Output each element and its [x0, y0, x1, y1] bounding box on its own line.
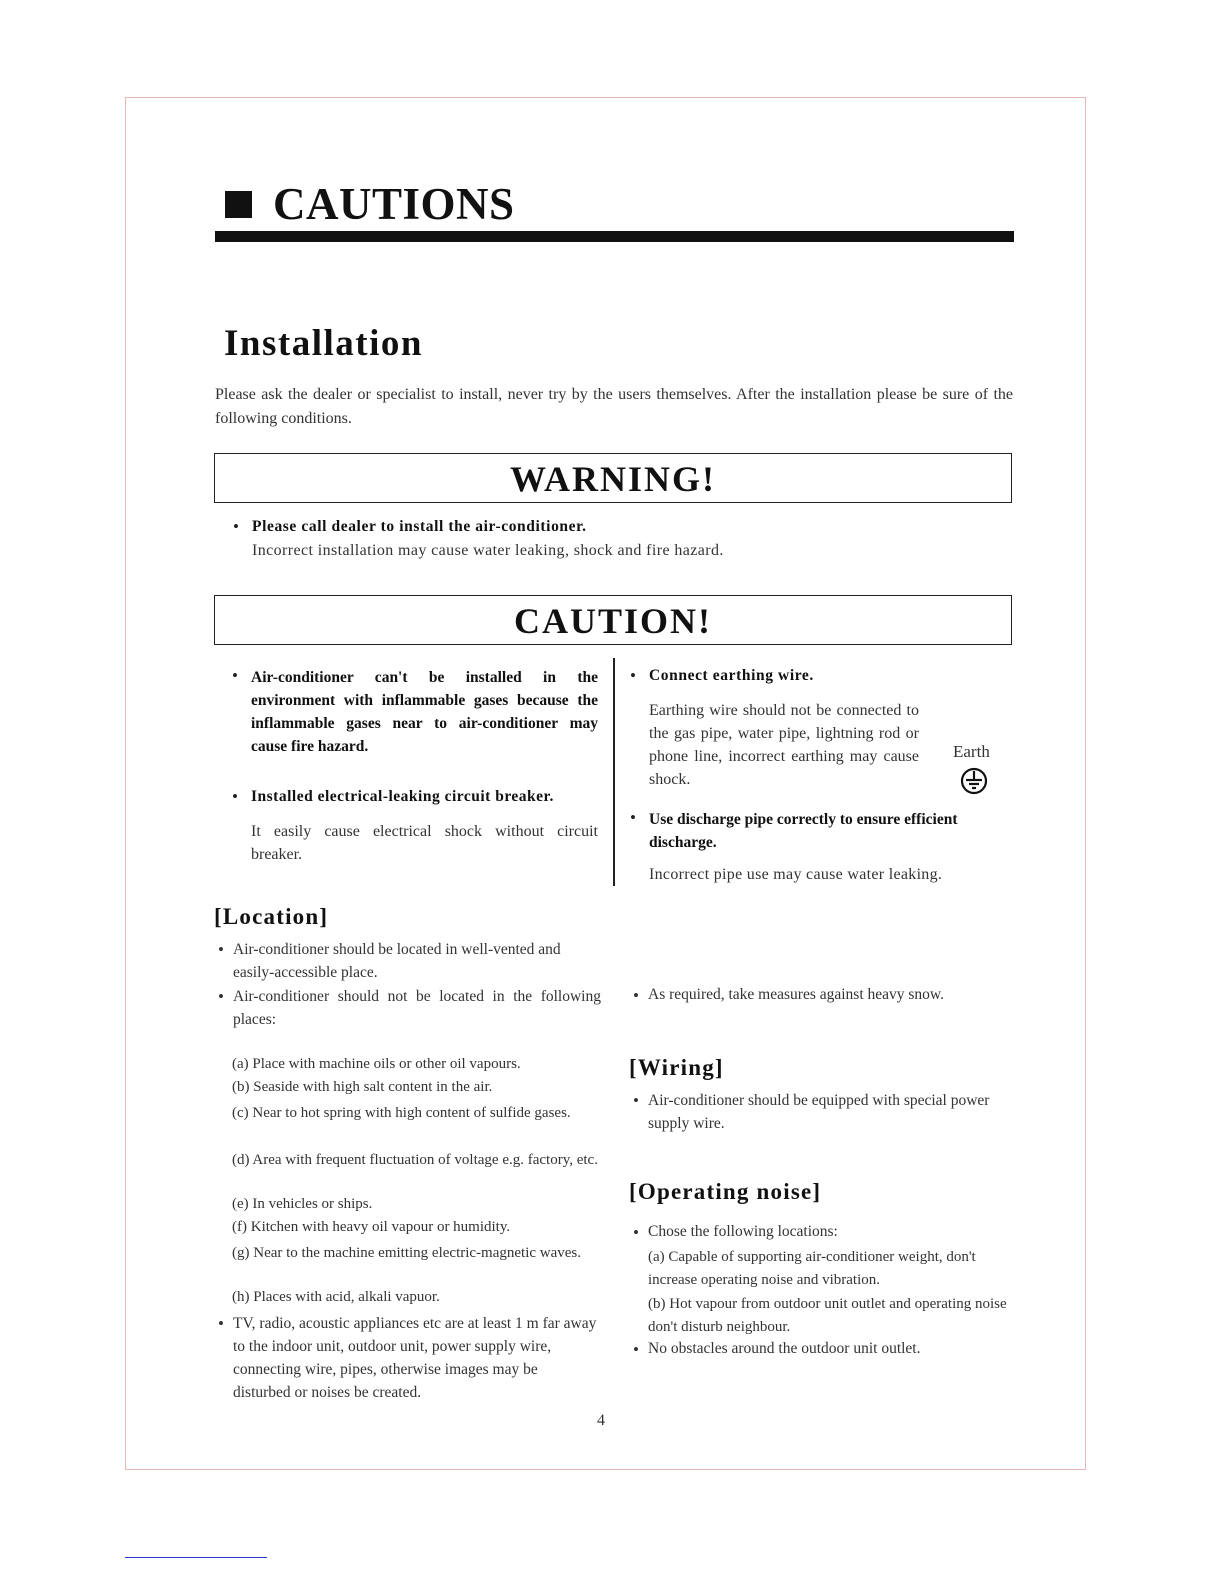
place-item: (h) Places with acid, alkali vapuor.: [232, 1289, 440, 1305]
bullet-icon: •: [218, 1314, 224, 1333]
warning-item-title: Please call dealer to install the air-conditioner.: [252, 518, 587, 535]
location-heading: [Location]: [214, 904, 329, 929]
noise-item: • Chose the following locations:: [633, 1223, 838, 1242]
bullet-icon: •: [633, 986, 639, 1005]
noise-heading: [Operating noise]: [629, 1179, 822, 1204]
snow-item: • As required, take measures against heavy snow.: [633, 986, 944, 1005]
bullet-icon: •: [233, 517, 239, 536]
place-item: (a) Place with machine oils or other oil vapours.: [232, 1056, 521, 1072]
place-item: (d) Area with frequent fluctuation of voltage e.g. factory, etc.: [232, 1152, 598, 1168]
place-item: (f) Kitchen with heavy oil vapour or humidity.: [232, 1219, 511, 1235]
location-item: • Air-conditioner should be located in well-vented and easily-accessible place.: [218, 940, 561, 981]
place-item: (e) In vehicles or ships.: [232, 1196, 373, 1212]
warning-title: WARNING!: [509, 459, 716, 499]
caution-right-item-title: Use discharge pipe correctly to ensure efficient discharge.: [649, 811, 958, 851]
place-item: (b) Seaside with high salt content in the air.: [232, 1079, 493, 1095]
bullet-icon: •: [218, 987, 224, 1006]
caution-left-item: [232, 666, 598, 758]
location-item: • Air-conditioner should not be located in the following places:: [218, 987, 601, 1028]
column-divider: [613, 658, 615, 886]
caution-right-item-title: Connect earthing wire.: [649, 667, 814, 684]
caution-left-item-text: It easily cause electrical shock without circuit breaker.: [251, 823, 598, 863]
caution-box: [214, 595, 1012, 645]
caution-left-item: [232, 787, 598, 866]
noise-subitem: (a) Capable of supporting air-conditioner weight, don't increase operating noise and vibration.: [648, 1249, 976, 1288]
warning-item: [233, 517, 1012, 560]
installation-intro: Please ask the dealer or specialist to install, never try by the users themselves. After the installation please be sure of the following conditions.: [215, 386, 1013, 427]
bullet-icon: •: [633, 1091, 639, 1110]
bullet-icon: •: [633, 1223, 639, 1242]
caution-right-item: [630, 808, 1012, 884]
bullet-icon: •: [232, 666, 238, 685]
page-number: 4: [597, 1412, 605, 1429]
tv-item: • TV, radio, acoustic appliances etc are at least 1 m far away to the indoor unit, outdoor unit, power supply wire, connecting wire, pipes, otherwise images may be disturbed or noises be created.: [218, 1314, 597, 1401]
earth-label: Earth: [953, 742, 990, 761]
bullet-icon: •: [232, 787, 238, 806]
bullet-icon: •: [630, 666, 636, 685]
installation-heading: Installation: [224, 323, 423, 364]
caution-left-item-title: Installed electrical-leaking circuit breaker.: [251, 788, 554, 805]
square-bullet-icon: [225, 191, 252, 218]
footer-line: [125, 1557, 267, 1558]
place-item: (g) Near to the machine emitting electric-magnetic waves.: [232, 1245, 582, 1261]
wiring-heading: [Wiring]: [629, 1055, 724, 1080]
wiring-item: • Air-conditioner should be equipped with special power supply wire.: [633, 1091, 990, 1132]
page-title: CAUTIONS: [273, 179, 515, 229]
place-item: (c) Near to hot spring with high content of sulfide gases.: [232, 1105, 571, 1121]
cautions-header: [225, 178, 515, 230]
title-rule: [215, 231, 1014, 242]
caution-left-item-title: Air-conditioner can't be installed in the environment with inflammable gases because the inflammable gases near to air-conditioner may cause fire hazard.: [251, 669, 598, 755]
noise-item: • No obstacles around the outdoor unit outlet.: [633, 1340, 921, 1359]
caution-title: CAUTION!: [513, 601, 712, 641]
caution-right-item-text: Earthing wire should not be connected to the gas pipe, water pipe, lightning rod or phone line, incorrect earthing may cause shock.: [649, 702, 919, 788]
bullet-icon: •: [633, 1340, 639, 1359]
caution-right-item: [630, 666, 919, 791]
bullet-icon: •: [630, 808, 636, 827]
bullet-icon: •: [218, 940, 224, 959]
warning-item-text: Incorrect installation may cause water leaking, shock and fire hazard.: [252, 542, 724, 559]
caution-right-item-text: Incorrect pipe use may cause water leaking.: [649, 866, 943, 883]
warning-box: [214, 453, 1012, 503]
earth-ground-icon: [960, 767, 988, 795]
noise-subitem: (b) Hot vapour from outdoor unit outlet and operating noise don't disturb neighbour.: [648, 1296, 1007, 1335]
